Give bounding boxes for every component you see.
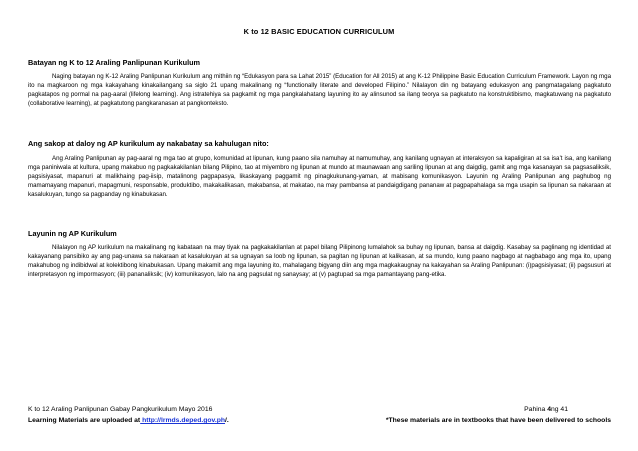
section-paragraph-sakop: Ang Araling Panlipunan ay pag-aaral ng mga tao at grupo, komunidad at lipunan, kung paano sila namuhay at namumuhay, ang kanilang ugnayan at interaksyon sa kapaligiran at sa isa’t isa, ang kanilang mga paniniwala at kultura, upang makabuo ng pagkakakilanlan bilang Pilipino, tao at miyembro ng lipunan at mundo at maunawaan ang sariling lipunan at ang daigdig, gamit ang mga kasanayan sa pagsasaliksik, pagsisiyasat, mapanuri at malikhaing pag-iisip, matalinong pagpapasya, likaskayang paggamit ng pinagkukunang-yaman, at mabisang komunikasyon. Layunin ng Araling Panlipunan ang paghubog ng mamamayang mapanuri, mapagmuni, responsable, produktibo, makakalikasan, makabansa, at makatao, na may pambansa at pandaigdigang pananaw at pagpapahalaga sa mga usapin sa lipunan sa nakaraan at kasalukuyan, tungo sa pagpanday ng kinabukasan. [28, 155, 611, 198]
upload-end: /. [225, 417, 229, 424]
footer-upload-line [28, 417, 229, 424]
upload-text: Learning Materials are uploaded at [28, 417, 141, 424]
footer-guide-text: K to 12 Araling Panlipunan Gabay Pangkurikulum Mayo 2016 [28, 406, 213, 413]
section-heading-sakop: Ang sakop at daloy ng AP kurikulum ay nakabatay sa kahulugan nito: [28, 139, 269, 148]
page-number: 4 [547, 406, 551, 413]
footer-page-indicator [524, 406, 568, 413]
section-heading-batayan: Batayan ng K to 12 Araling Panlipunan Kurikulum [28, 58, 201, 67]
page-prefix: Pahina [524, 406, 548, 413]
lrmds-link[interactable]: http://lrmds.deped.gov.ph [140, 417, 226, 424]
section-heading-layunin: Layunin ng AP Kurikulum [28, 229, 117, 238]
page-suffix: ng 41 [550, 406, 568, 413]
section-paragraph-layunin: Nilalayon ng AP kurikulum na makalinang ng kabataan na may tiyak na pagkakakilanlan at papel bilang Pilipinong lumalahok sa buhay ng lipunan, bansa at daigdig. Kasabay sa paglinang ng identidad at kakayanang pansibiko ay ang pag-unawa sa nakaraan at kasalukuyan at sa ugnayan sa loob ng lipunan, sa pagitan ng lipunan at kalikasan, at sa mundo, kung paano nagbago at nagbabago ang mga ito, upang makahubog ng indibidwal at kolektibong kinabukasan. Upang makamit ang mga layuning ito, mahalagang bigyang diin ang mga magkakaugnay na kakayahan sa Araling Panlipunan: (i)pagsisiyasat; (ii) pagsusuri at interpretasyon ng impormasyon; (iii) pananaliksik; (iv) komunikasyon, lalo na ang pagsulat ng sanaysay; at (v) pagtupad sa mga pamantayang pang-etika. [28, 244, 611, 278]
section-paragraph-batayan: Naging batayan ng K-12 Araling Panlipunan Kurikulum ang mithiin ng “Edukasyon para sa Lahat 2015” (Education for All 2015) at ang K-12 Philippine Basic Education Curriculum Framework. Layon ng mga ito na magkaroon ng mga kakayahang kinakailangang sa siglo 21 upang makalinang ng “functionally literate and developed Filipino.” Nilalayon din ng batayang edukasyon ang pangmatagalang pagkatuto pagkatapos ng pormal na pag-aaral (lifelong learning). Ang istratehiya sa pagkamit ng mga pangkalahatang layuning ito ay alinsunod sa ilang teorya sa pagkatuto na konstruktibismo, magkatuwang na pagkatuto (collaborative learning), at pagkatutong pangkaranasan at pangkonteksto. [28, 73, 611, 107]
footer-note: *These materials are in textbooks that have been delivered to schools [385, 417, 611, 424]
document-title: K to 12 BASIC EDUCATION CURRICULUM [243, 27, 395, 36]
